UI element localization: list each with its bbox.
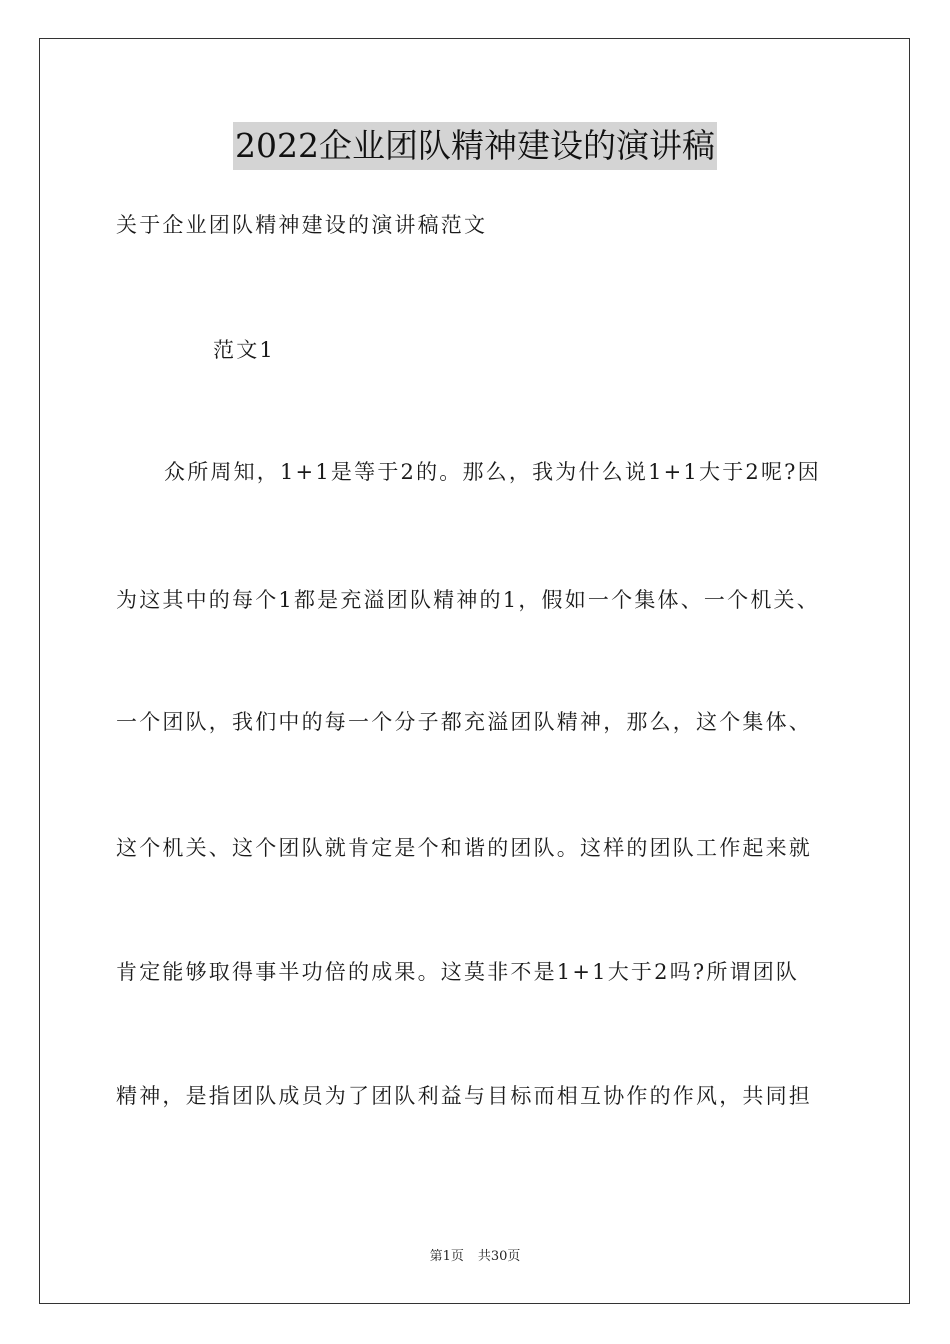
paragraph-line-2: 为这其中的每个1都是充溢团队精神的1，假如一个集体、一个机关、 [116, 588, 820, 612]
page-number: 第1页 [429, 1249, 464, 1264]
paragraph-line-4: 这个机关、这个团队就肯定是个和谐的团队。这样的团队工作起来就 [116, 836, 812, 860]
page-total: 共30页 [477, 1249, 521, 1264]
paragraph-line-6: 精神，是指团队成员为了团队利益与目标而相互协作的作风，共同担 [116, 1084, 812, 1108]
paragraph-line-3: 一个团队，我们中的每一个分子都充溢团队精神，那么，这个集体、 [116, 710, 812, 734]
document-title: 2022企业团队精神建设的演讲稿 [233, 122, 717, 170]
page-footer [0, 1248, 950, 1266]
paragraph-line-1: 众所周知，1+1是等于2的。那么，我为什么说1+1大于2呢?因 [164, 460, 821, 484]
title-container [0, 122, 950, 170]
section-heading: 范文1 [213, 338, 275, 362]
paragraph-line-5: 肯定能够取得事半功倍的成果。这莫非不是1+1大于2吗?所谓团队 [116, 960, 800, 984]
document-subtitle: 关于企业团队精神建设的演讲稿范文 [116, 213, 488, 237]
